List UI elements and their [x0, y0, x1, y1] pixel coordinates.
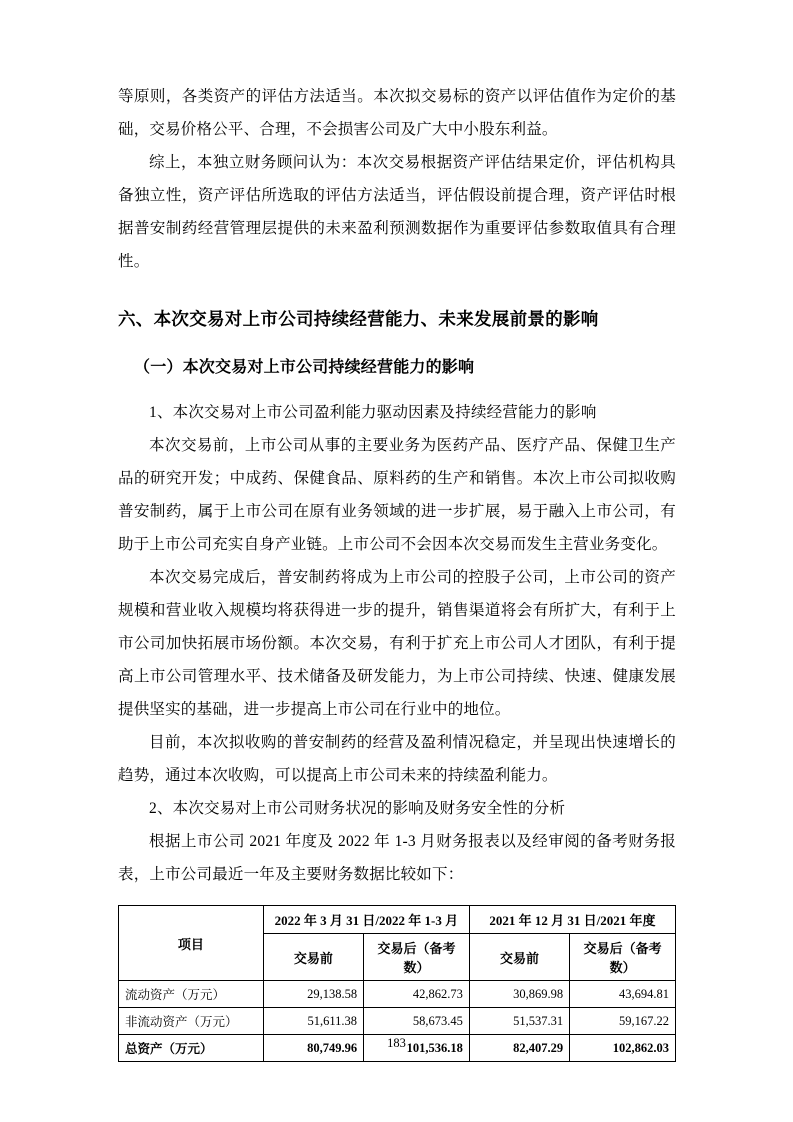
cell-value: 30,869.98 [469, 981, 569, 1008]
cell-value: 102,862.03 [570, 1035, 676, 1062]
cell-value: 59,167.22 [570, 1008, 676, 1035]
column-header-group-2021: 2021 年 12 月 31 日/2021 年度 [469, 906, 675, 934]
paragraph-conclusion: 综上，本独立财务顾问认为：本次交易根据资产评估结果定价，评估机构具备独立性，资产评估所选取的评估方法适当，评估假设前提合理，资产评估时根据普安制药经营管理层提供的未来盈利预测数据作为重要评估参数取值具有合理性。 [118, 154, 676, 270]
section-heading-six: 六、本次交易对上市公司持续经营能力、未来发展前景的影响 [118, 309, 599, 329]
cell-value: 51,537.31 [469, 1008, 569, 1035]
cell-value: 29,138.58 [263, 981, 363, 1008]
sub-item-1-paragraph-3: 目前，本次拟收购的普安制药的经营及盈利情况稳定，并呈现出快速增长的趋势，通过本次收购，可以提高上市公司未来的持续盈利能力。 [118, 734, 676, 784]
subsection-heading-one: （一）本次交易对上市公司持续经营能力的影响 [134, 359, 475, 376]
cell-value: 51,611.38 [263, 1008, 363, 1035]
cell-value: 58,673.45 [364, 1008, 470, 1035]
column-header-before-2022: 交易前 [263, 934, 363, 981]
table-header [119, 906, 676, 981]
sub-item-1-title: 1、本次交易对上市公司盈利能力驱动因素及持续经营能力的影响 [149, 404, 597, 421]
page-number: 183 [387, 1036, 406, 1050]
row-label: 流动资产（万元） [119, 981, 264, 1008]
cell-value: 82,407.29 [469, 1035, 569, 1062]
table-row [119, 981, 676, 1008]
table-header-row-1 [119, 906, 676, 934]
paragraph-continuation: 等原则，各类资产的评估方法适当。本次拟交易标的资产以评估值作为定价的基础，交易价格公平、合理，不会损害公司及广大中小股东利益。 [118, 88, 676, 138]
cell-value: 101,536.18 [364, 1035, 470, 1062]
column-header-after-2022: 交易后（备考数） [364, 934, 470, 981]
table-row [119, 1008, 676, 1035]
cell-value: 43,694.81 [570, 981, 676, 1008]
column-header-group-2022: 2022 年 3 月 31 日/2022 年 1-3 月 [263, 906, 469, 934]
column-header-after-2021: 交易后（备考数） [570, 934, 676, 981]
sub-item-2-title: 2、本次交易对上市公司财务状况的影响及财务安全性的分析 [149, 800, 566, 817]
cell-value: 42,862.73 [364, 981, 470, 1008]
cell-value: 80,749.96 [263, 1035, 363, 1062]
row-label: 总资产（万元） [119, 1035, 264, 1062]
page-content [118, 80, 676, 1062]
sub-item-1-paragraph-1: 本次交易前，上市公司从事的主要业务为医药产品、医疗产品、保健卫生产品的研究开发；中成药、保健食品、原料药的生产和销售。本次上市公司拟收购普安制药，属于上市公司在原有业务领域的进一步扩展，易于融入上市公司，有助于上市公司充实自身产业链。上市公司不会因本次交易而发生主营业务变化。 [118, 437, 676, 553]
column-header-before-2021: 交易前 [469, 934, 569, 981]
sub-item-1-paragraph-2: 本次交易完成后，普安制药将成为上市公司的控股子公司，上市公司的资产规模和营业收入规模均将获得进一步的提升，销售渠道将会有所扩大，有利于上市公司加快拓展市场份额。本次交易，有利于扩充上市公司人才团队，有利于提高上市公司管理水平、技术储备及研发能力，为上市公司持续、快速、健康发展提供坚实的基础，进一步提高上市公司在行业中的地位。 [118, 569, 676, 718]
sub-item-2-paragraph-1: 根据上市公司 2021 年度及 2022 年 1-3 月财务报表以及经审阅的备考财务报表，上市公司最近一年及主要财务数据比较如下： [118, 833, 676, 883]
column-header-item: 项目 [119, 906, 264, 981]
row-label: 非流动资产（万元） [119, 1008, 264, 1035]
